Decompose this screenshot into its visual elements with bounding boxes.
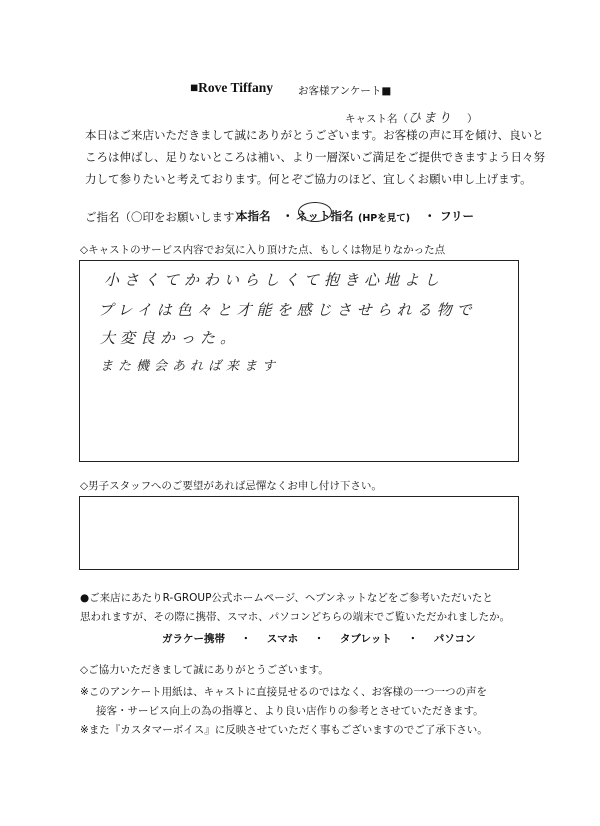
selection-circle-mark <box>298 202 332 222</box>
device-option-tablet[interactable]: タブレット <box>339 633 392 645</box>
cast-name-label: キャスト名（ <box>345 113 408 125</box>
footer-note-2: 接客・サービス向上の為の指導と、より良い店作りの参考とさせていただきます。 <box>96 705 484 717</box>
device-option-pc[interactable]: パソコン <box>433 633 476 645</box>
device-options-row <box>162 631 476 646</box>
cast-name-close: ） <box>467 113 478 125</box>
q3-line-1: ●ご来店にあたりR-GROUP公式ホームページ、ヘブンネットなどをご参考いただいたと <box>80 592 493 604</box>
survey-title: お客様アンケート■ <box>298 85 392 97</box>
designation-option-free[interactable]: フリー <box>440 209 475 223</box>
cast-name-row <box>345 107 478 126</box>
designation-option-net-note: (HPを見て) <box>358 213 411 224</box>
designation-label: ご指名（〇印をお願いします） <box>85 210 246 224</box>
shop-name: ■Rove Tiffany <box>190 80 274 95</box>
designation-sep-1: ・ <box>282 209 294 223</box>
q3-line-2: 思われますが、その際に携帯、スマホ、パソコンどちらの端末でご覧いただかれましたか。 <box>80 611 511 623</box>
q1-answer-line-3: 大変良かった。 <box>100 329 241 347</box>
intro-line-2: ころは伸ばし、足りないところは補い、より一層深いご満足をご提供できますよう日々努 <box>85 150 545 164</box>
footer-thanks: ◇ご協力いただきまして誠にありがとうございます。 <box>80 664 329 676</box>
footer-note-1: ※このアンケート用紙は、キャストに直接見せるのではなく、お客様の一つ一つの声を <box>80 686 487 698</box>
device-option-smartphone[interactable]: スマホ <box>266 633 299 645</box>
intro-line-3: 力して参りたいと考えております。何とぞご協力のほど、宜しくお願い申し上げます。 <box>85 172 532 186</box>
designation-sep-2: ・ <box>424 209 436 223</box>
device-option-feature-phone[interactable]: ガラケー携帯 <box>162 633 225 645</box>
q1-answer-box[interactable] <box>79 260 519 462</box>
q1-label: ◇キャストのサービス内容でお気に入り頂けた点、もしくは物足りなかった点 <box>80 244 446 256</box>
designation-option-main[interactable]: 本指名 <box>236 209 271 223</box>
designation-option-net[interactable]: ネット指名 <box>296 209 354 223</box>
footer-note-3: ※また『カスタマーボイス』に反映させていただく事もございますのでご了承下さい。 <box>80 724 488 736</box>
q2-label: ◇男子スタッフへのご要望があれば忌憚なくお申し付け下さい。 <box>80 480 382 492</box>
q1-answer-line-1: 小さくてかわいらしくて抱き心地よし <box>104 271 445 289</box>
q1-answer-line-4: また機会あれば来ます <box>100 359 281 374</box>
device-option-sep: ・ <box>407 633 419 645</box>
q1-answer-line-2: プレイは色々と才能を感じさせられる物で <box>98 301 477 319</box>
q2-answer-box[interactable] <box>79 496 519 570</box>
cast-name-value: ひまり <box>408 111 454 126</box>
device-option-sep: ・ <box>313 633 325 645</box>
intro-line-1: 本日はご来店いただきまして誠にありがとうございます。お客様の声に耳を傾け、良いと <box>85 128 544 142</box>
device-option-sep: ・ <box>240 633 252 645</box>
